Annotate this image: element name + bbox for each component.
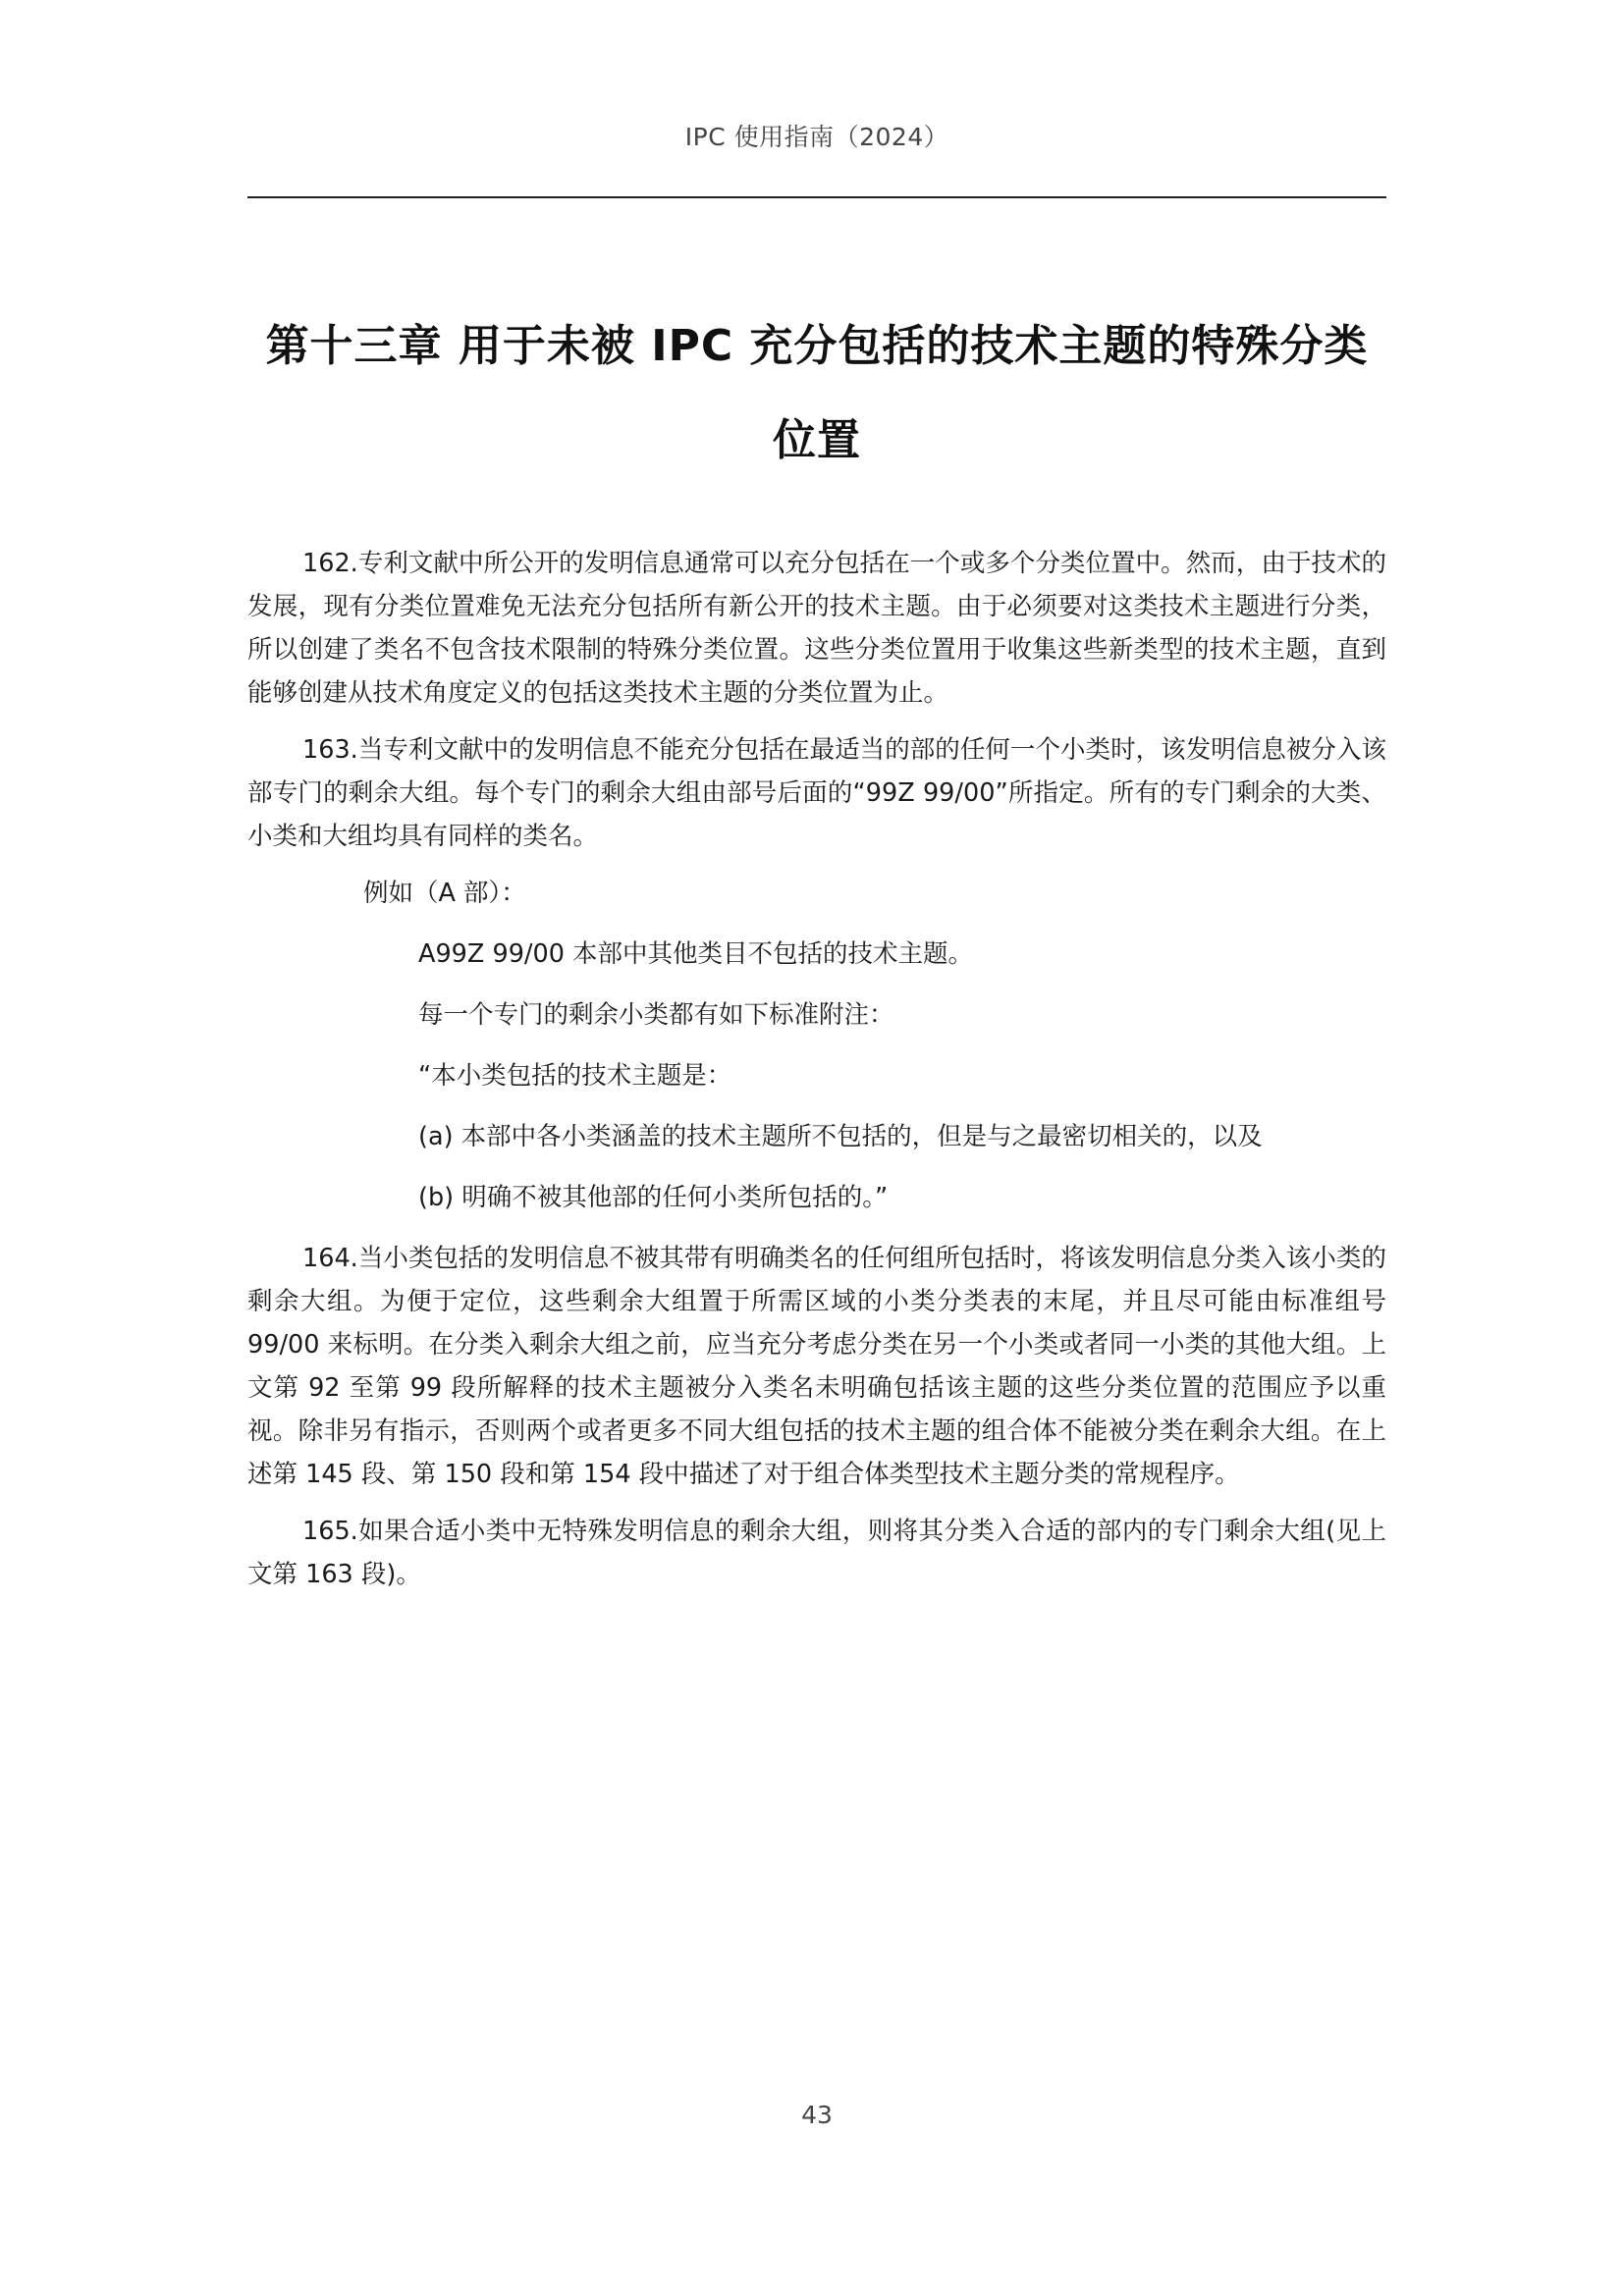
running-header: IPC 使用指南（2024） [684, 123, 949, 151]
paragraph-text: 当小类包括的发明信息不被其带有明确类名的任何组所包括时，将该发明信息分类入该小类的剩余大组。为便于定位，这些剩余大组置于所需区域的小类分类表的末尾，并且尽可能由标准组号 99/00 来标明。在分类入剩余大组之前，应当充分考虑分类在另一个小类或者同一小类的其他大组。上文第 92 至第 99 段所解释的技术主题被分入类名未明确包括该主题的这些分类位置的范围应予以重视。除非另有指示，否则两个或者更多不同大组包括的技术主题的组合体不能被分类在剩余大组。在上述第 145 段、第 150 段和第 154 段中描述了对于组合体类型技术主题分类的常规程序。 [247, 1244, 1386, 1489]
header-divider [247, 196, 1386, 198]
paragraph-number: 162. [302, 549, 358, 578]
paragraph-text: 当专利文献中的发明信息不能充分包括在最适当的部的任何一个小类时，该发明信息被分入该部专门的剩余大组。每个专门的剩余大组由部号后面的“99Z 99/00”所指定。所有的专门剩余的大类、小类和大组均具有同样的类名。 [247, 735, 1386, 851]
paragraph-text: 如果合适小类中无特殊发明信息的剩余大组，则将其分类入合适的部内的专门剩余大组(见上文第 163 段)。 [247, 1517, 1386, 1589]
paragraph-164 [247, 1237, 1386, 1496]
example-item-a: (a) 本部中各小类涵盖的技术主题所不包括的，但是与之最密切相关的，以及 [418, 1122, 1263, 1151]
paragraph-text: 专利文献中所公开的发明信息通常可以充分包括在一个或多个分类位置中。然而，由于技术的发展，现有分类位置难免无法充分包括所有新公开的技术主题。由于必须要对这类技术主题进行分类，所以创建了类名不包含技术限制的特殊分类位置。这些分类位置用于收集这些新类型的技术主题，直到能够创建从技术角度定义的包括这类技术主题的分类位置为止。 [247, 549, 1386, 708]
example-intro: 例如（A 部）： [363, 879, 526, 908]
example-quote-open: “本小类包括的技术主题是： [418, 1061, 732, 1091]
paragraph-number: 165. [302, 1517, 358, 1546]
document-body [247, 542, 1386, 1610]
page-number: 43 [801, 2101, 833, 2129]
paragraph-165 [247, 1510, 1386, 1596]
chapter-title: 第十三章 用于未被 IPC 充分包括的技术主题的特殊分类位置 [265, 321, 1369, 465]
paragraph-number: 164. [302, 1244, 358, 1273]
paragraph-162 [247, 542, 1386, 715]
example-item-b: (b) 明确不被其他部的任何小类所包括的。” [418, 1183, 889, 1212]
paragraph-number: 163. [302, 735, 358, 765]
paragraph-163 [247, 728, 1386, 858]
example-note-intro: 每一个专门的剩余小类都有如下标准附注： [418, 1000, 894, 1030]
example-code-line: A99Z 99/00 本部中其他类目不包括的技术主题。 [418, 939, 974, 969]
